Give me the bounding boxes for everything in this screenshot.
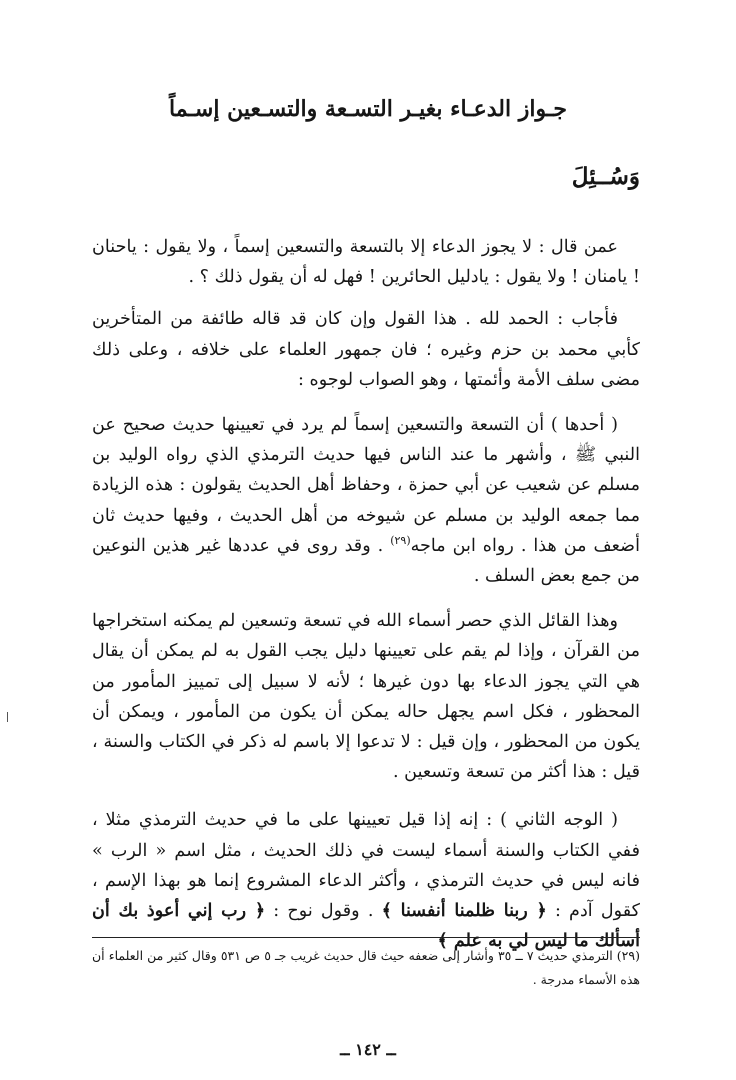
quran-quote-nuh: ﴿ رب إني أعوذ بك أن أسألك ما ليس لي به علم ﴾ xyxy=(92,900,640,952)
question-heading: وَسُــئِلَ xyxy=(571,163,640,190)
footnote-reference: (٢٩) xyxy=(390,533,411,547)
quran-quote-adam: ﴿ ربنا ظلمنا أنفسنا ﴾ xyxy=(381,900,547,922)
counting-paragraph: وهذا القائل الذي حصر أسماء الله في تسعة وتسعين لم يمكنه استخراجها من القرآن ، وإذا لم يقم على تعيينها دليل يجب القول به لم يمكن أن يقال هي التي يجوز الدعاء بها دون غيرها ؛ لأنه لا سبيل إلى تمييز المأمور من المحظور ، فكل اسم يجهل حاله يمكن أن يكون من المأمور ، ويمكن أن يكون من المحظور ، وإن قيل : لا تدعوا إلا باسم له ذكر في الكتاب والسنة ، قيل : هذا أكثر من تسعة وتسعين . xyxy=(92,611,640,783)
question-paragraph: عمن قال : لا يجوز الدعاء إلا بالتسعة والتسعين إسماً ، ولا يقول : ياحنان ! يامنان ! ولا يقول : يادليل الحائرين ! فهل له أن يقول ذلك ؟ . xyxy=(92,237,640,288)
first-reason-text: ( أحدها ) أن التسعة والتسعين إسماً لم يرد في تعيينها حديث صحيح عن النبي ﷺ ، وأشهر ما عند الناس فيها حديث الترمذي الذي رواه الوليد بن مسلم عن شعيب عن أبي حمزة ، وحفاظ أهل الحديث يقولون : هذه الزيادة مما جمعه الوليد بن مسلم عن شيوخه من أهل الحديث ، وفيها حديث ثان أضعف من هذا . رواه ابن ماجه xyxy=(92,415,640,556)
second-reason-text: ( الوجه الثاني ) : إنه إذا قيل تعيينها على ما في حديث الترمذي مثلا ، ففي الكتاب والسنة أسماء ليست في ذلك الحديث ، مثل اسم « الرب » فانه ليس في حديث الترمذي ، وأكثر الدعاء المشروع إنما هو بهذا الإسم ، كقول آدم : xyxy=(92,810,640,922)
second-reason-middle: . وقول نوح : xyxy=(265,901,382,922)
first-reason-tail: . وقد روى في عددها غير هذين النوعين من جمع بعض السلف . xyxy=(92,535,640,587)
second-reason-paragraph xyxy=(92,805,640,956)
margin-mark xyxy=(7,712,8,722)
footnote-divider xyxy=(92,937,640,938)
body-text xyxy=(92,232,640,956)
footnote: (٢٩) الترمذي حديث ٧ ــ ٣٥ وأشار إلى ضعفه حيث قال حديث غريب جـ ٥ ص ٥٣١ وقال كثير من العلماء أن هذه الأسماء مدرجة . xyxy=(92,948,640,987)
page-number: ــ ١٤٢ ــ xyxy=(340,1040,396,1059)
first-reason-paragraph xyxy=(92,410,640,591)
chapter-title: جـواز الدعـاء بغيـر التسـعة والتسـعين إسـماً xyxy=(169,96,567,122)
answer-paragraph: فأجاب : الحمد لله . هذا القول وإن كان قد قاله طائفة من المتأخرين كأبي محمد بن حزم وغيره ؛ فان جمهور العلماء على خلافه ، وعلى ذلك مضى سلف الأمة وأئمتها ، وهو الصواب لوجوه : xyxy=(92,309,640,390)
